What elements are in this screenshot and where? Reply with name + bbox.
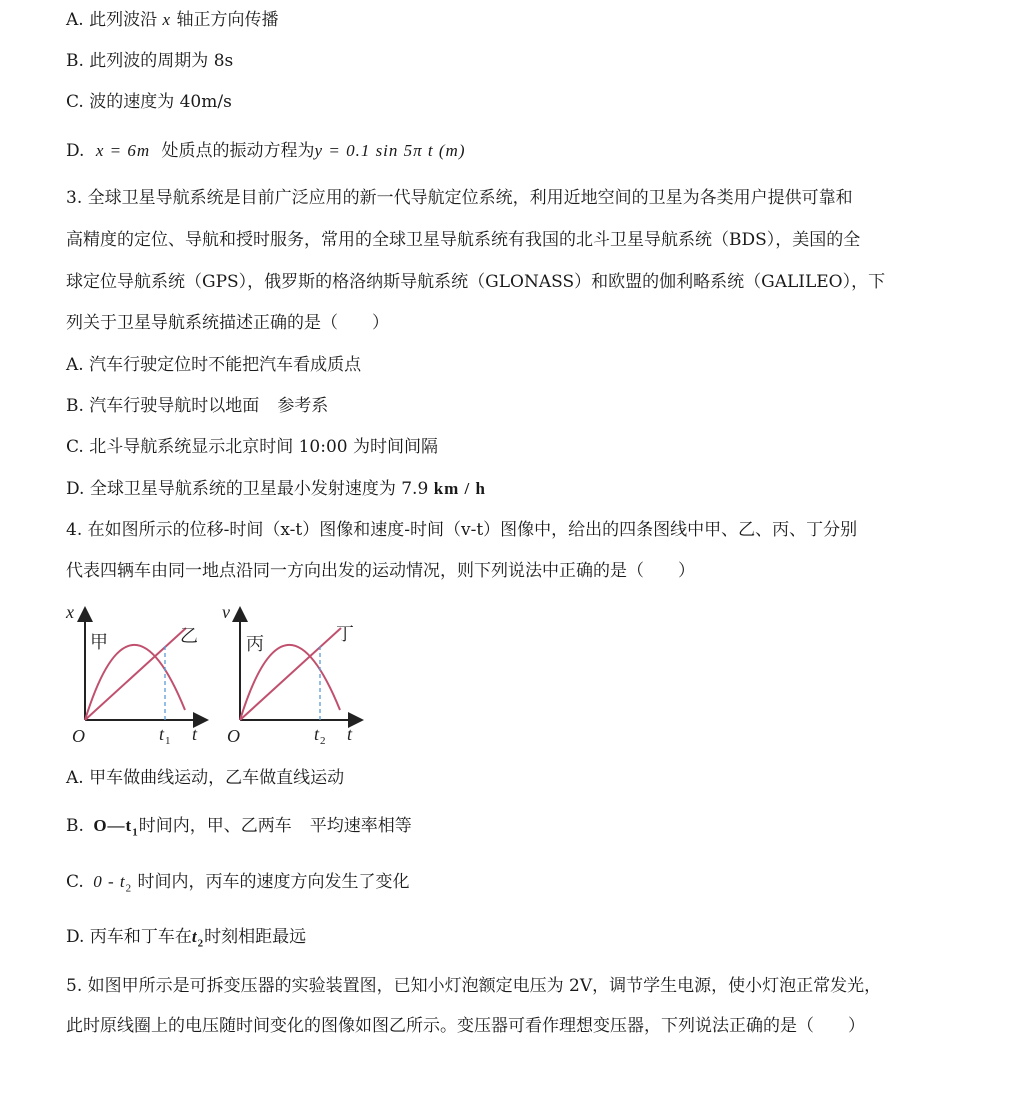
- q4-option-b-math: O—t: [93, 816, 133, 835]
- q5-stem-line2: 此时原线圈上的电压随时间变化的图像如图乙所示。变压器可看作理想变压器，下列说法正确的是（ ）: [66, 1016, 865, 1036]
- graph1-label-jia: 甲: [90, 632, 108, 653]
- q3-option-c: C. 北斗导航系统显示北京时间 10:00 为时间间隔: [66, 437, 439, 457]
- q3-option-b-pre: B. 汽车行驶导航时以地面: [66, 396, 260, 416]
- graph2-y-label: v: [222, 602, 230, 622]
- q4-stem-line2: 代表四辆车由同一地点沿同一方向出发的运动情况，则下列说法中正确的是（ ）: [66, 561, 695, 581]
- q4-option-c-math: 0 - t: [93, 872, 126, 891]
- q2-option-d-math2: y = 0.1 sin 5π t (m): [314, 141, 466, 160]
- q4-option-d: [66, 926, 306, 954]
- graph1-label-yi: 乙: [180, 626, 198, 647]
- graph2-curve-bing: [240, 645, 340, 720]
- q4-option-a: A. 甲车做曲线运动，乙车做直线运动: [66, 768, 345, 788]
- graph2-origin: O: [227, 726, 240, 746]
- q4-option-b-post: 平均速率相等: [309, 816, 412, 836]
- q2-option-a-rest: 轴正方向传播: [176, 10, 279, 30]
- graph1-tick-sub: 1: [165, 735, 171, 747]
- q4-option-b-pre: 时间内，甲、乙两车: [138, 816, 292, 836]
- q3-stem-line4: 列关于卫星导航系统描述正确的是（ ）: [66, 313, 389, 333]
- q3-option-d-pre: D. 全球卫星导航系统的卫星最小发射速度为 7.9: [66, 479, 429, 499]
- q3-stem-line3: 球定位导航系统（GPS），俄罗斯的格洛纳斯导航系统（GLONASS）和欧盟的伽利略系统（GALILEO），下: [66, 272, 886, 292]
- q4-option-b: [66, 815, 412, 843]
- graph1-origin: O: [72, 726, 85, 746]
- graph-vt: [222, 602, 360, 747]
- q4-option-d-post: 时刻相距最远: [204, 927, 307, 947]
- graph2-x-label: t: [347, 724, 353, 744]
- q4-graphs: [60, 600, 380, 750]
- q2-option-a: [66, 9, 278, 31]
- q2-option-d: [66, 140, 466, 162]
- q4-option-b-sub: 1: [132, 826, 139, 839]
- q4-option-d-math: t: [191, 927, 198, 946]
- q4-option-b-label: B.: [66, 816, 84, 836]
- q3-option-d-unit: km / h: [433, 479, 486, 498]
- q4-option-c-text: 时间内，丙车的速度方向发生了变化: [137, 872, 410, 892]
- graph2-label-ding: 丁: [336, 624, 354, 645]
- q4-stem-line1: 4. 在如图所示的位移-时间（x-t）图像和速度-时间（v-t）图像中，给出的四条图线中甲、乙、丙、丁分别: [66, 520, 858, 540]
- q3-option-b-post: 参考系: [277, 396, 329, 416]
- q2-option-c: C. 波的速度为 40m/s: [66, 92, 232, 112]
- graph2-tick-sub: 2: [320, 735, 326, 747]
- q4-option-d-pre: D. 丙车和丁车在: [66, 927, 192, 947]
- q3-option-a: A. 汽车行驶定位时不能把汽车看成质点: [66, 355, 362, 375]
- q4-option-d-sub: 2: [197, 937, 205, 950]
- q2-option-d-text: 处质点的振动方程为: [161, 141, 315, 161]
- q3-option-d: [66, 478, 486, 500]
- graph2-label-bing: 丙: [246, 634, 264, 655]
- q3-stem-line1: 3. 全球卫星导航系统是目前广泛应用的新一代导航定位系统，利用近地空间的卫星为各类用户提供可靠和: [66, 188, 853, 208]
- q3-stem-line2: 高精度的定位、导航和授时服务，常用的全球卫星导航系统有我国的北斗卫星导航系统（BDS），美国的全: [66, 230, 861, 250]
- q2-option-a-var: x: [162, 10, 172, 29]
- q4-option-c-label: C.: [66, 872, 84, 892]
- q2-option-a-text: A. 此列波沿: [66, 10, 158, 30]
- q2-option-d-label: D.: [66, 141, 85, 161]
- q5-stem-line1: 5. 如图甲所示是可拆变压器的实验装置图，已知小灯泡额定电压为 2V，调节学生电源，使小灯泡正常发光，: [66, 976, 882, 996]
- q3-option-b: [66, 395, 328, 417]
- q2-option-d-math1: x = 6m: [95, 141, 151, 160]
- graph1-y-label: x: [66, 602, 74, 622]
- graph2-tick: t: [314, 724, 320, 744]
- q2-option-b: B. 此列波的周期为 8s: [66, 51, 234, 71]
- graph-xt: [65, 602, 205, 747]
- q4-option-c-sub: 2: [125, 882, 133, 895]
- graph1-tick: t: [159, 724, 165, 744]
- graph1-curve-jia: [85, 645, 185, 720]
- graph1-x-label: t: [192, 724, 198, 744]
- q4-option-c: [66, 871, 410, 899]
